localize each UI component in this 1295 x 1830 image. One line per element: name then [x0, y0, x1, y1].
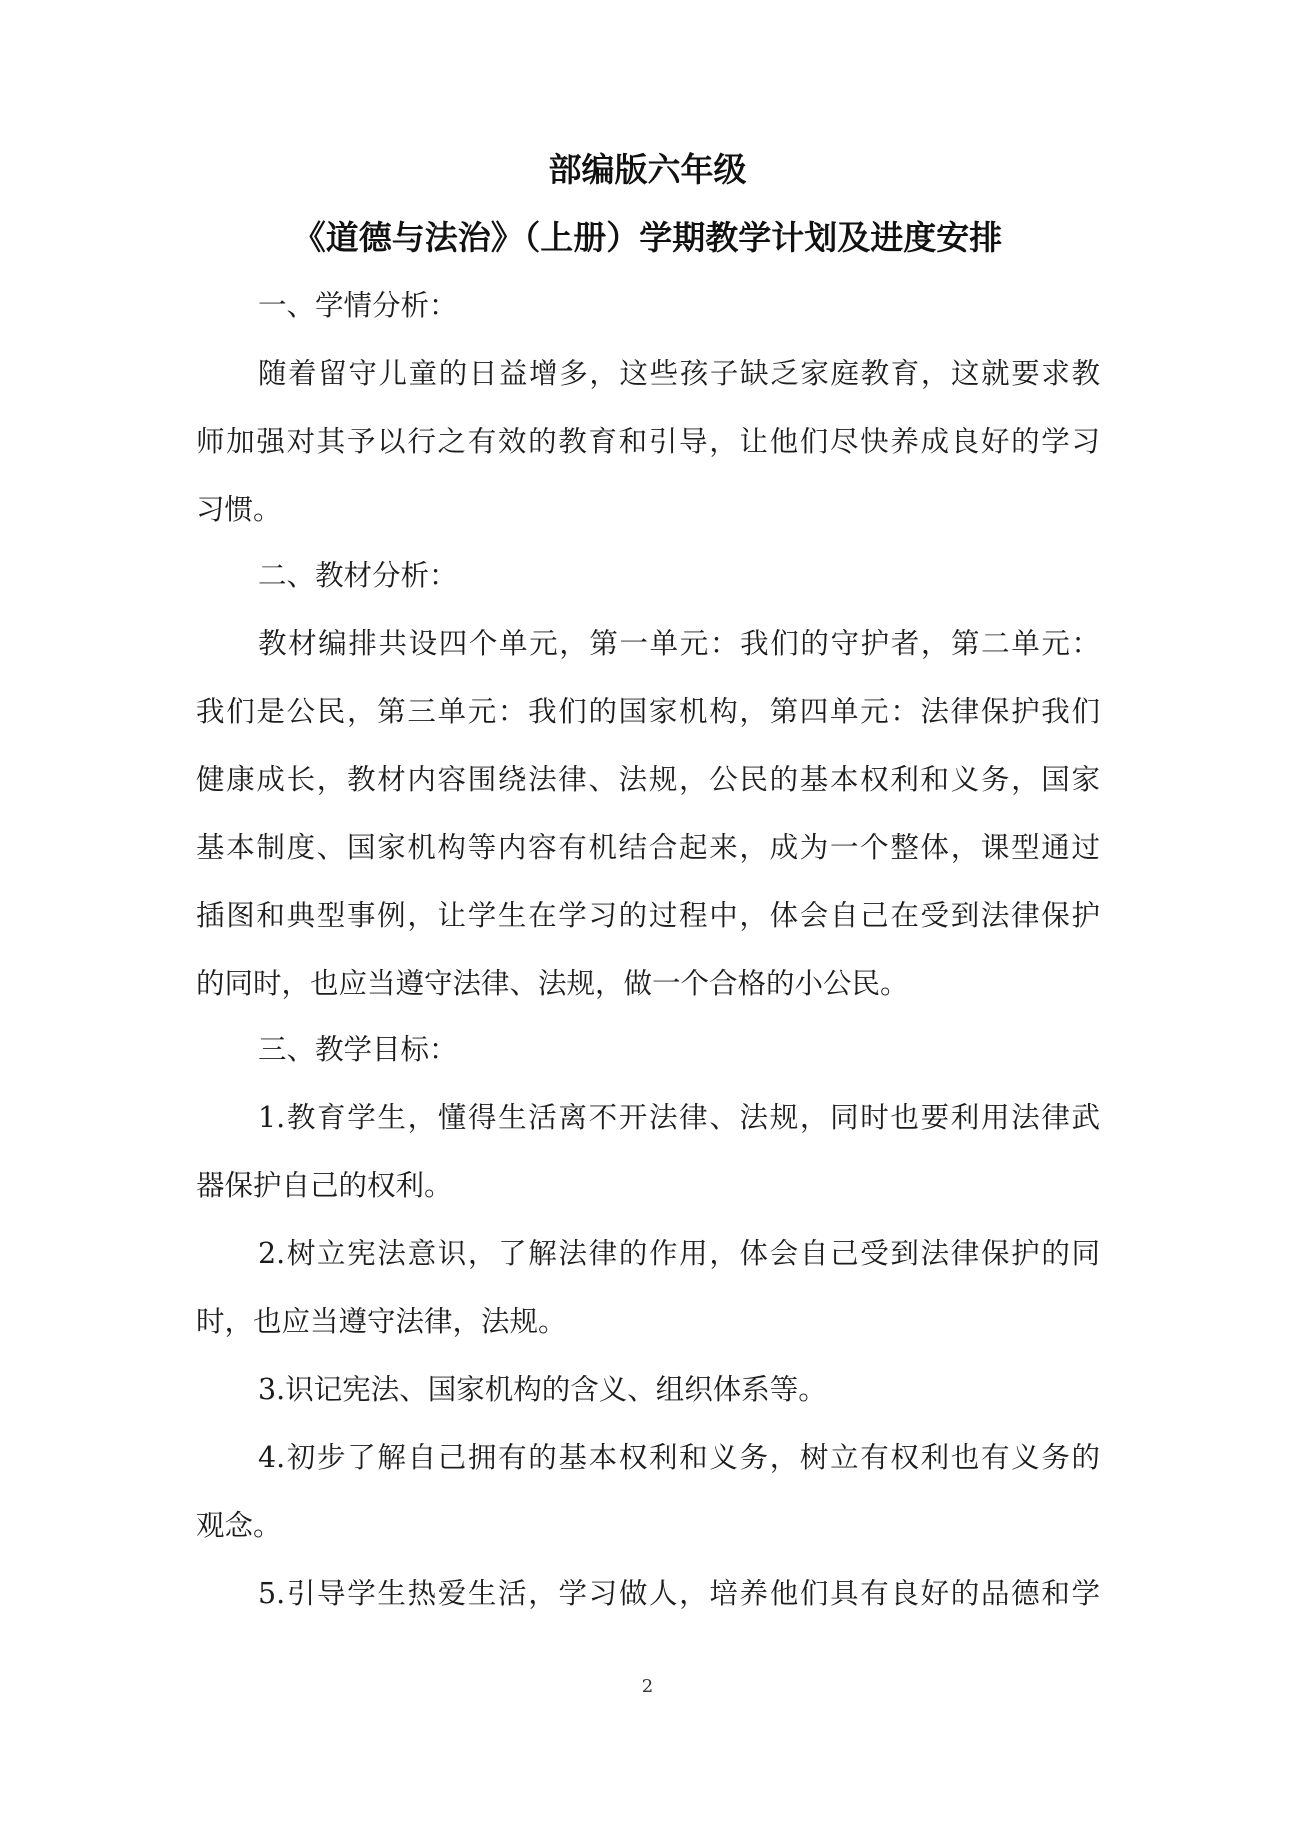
list-item-line: 5.引导学生热爱生活，学习做人，培养他们具有良好的品德和学: [258, 1577, 1100, 1610]
paragraph-line: 习惯。: [196, 493, 282, 526]
list-item-line: 2.树立宪法意识，了解法律的作用，体会自己受到法律保护的同: [258, 1237, 1100, 1270]
list-item-line: 时，也应当遵守法律，法规。: [196, 1305, 567, 1338]
list-item-line: 器保护自己的权利。: [196, 1169, 453, 1202]
list-item-line: 3.识记宪法、国家机构的含义、组织体系等。: [258, 1373, 827, 1406]
document-subtitle: 《道德与法治》（上册）学期教学计划及进度安排: [292, 218, 1003, 257]
page-number: 2: [641, 1676, 654, 1697]
section-heading-textbook-analysis: 二、教材分析：: [258, 559, 458, 592]
paragraph-line: 插图和典型事例，让学生在学习的过程中，体会自己在受到法律保护: [196, 899, 1100, 932]
list-item-line: 观念。: [196, 1509, 282, 1542]
paragraph-line: 基本制度、国家机构等内容有机结合起来，成为一个整体，课型通过: [196, 831, 1100, 864]
paragraph-line: 教材编排共设四个单元，第一单元：我们的守护者，第二单元：: [258, 627, 1100, 660]
list-item-line: 4.初步了解自己拥有的基本权利和义务，树立有权利也有义务的: [258, 1441, 1100, 1474]
paragraph-line: 健康成长，教材内容围绕法律、法规，公民的基本权利和义务，国家: [196, 763, 1100, 796]
section-heading-student-analysis: 一、学情分析：: [258, 289, 458, 322]
paragraph-line: 师加强对其予以行之有效的教育和引导，让他们尽快养成良好的学习: [196, 425, 1100, 458]
section-heading-teaching-goals: 三、教学目标：: [258, 1033, 458, 1066]
paragraph-line: 随着留守儿童的日益增多，这些孩子缺乏家庭教育，这就要求教: [258, 357, 1100, 390]
document-title: 部编版六年级: [548, 150, 747, 189]
paragraph-line: 我们是公民，第三单元：我们的国家机构，第四单元：法律保护我们: [196, 695, 1100, 728]
list-item-line: 1.教育学生，懂得生活离不开法律、法规，同时也要利用法律武: [258, 1101, 1100, 1134]
paragraph-line: 的同时，也应当遵守法律、法规，做一个合格的小公民。: [196, 967, 909, 1000]
